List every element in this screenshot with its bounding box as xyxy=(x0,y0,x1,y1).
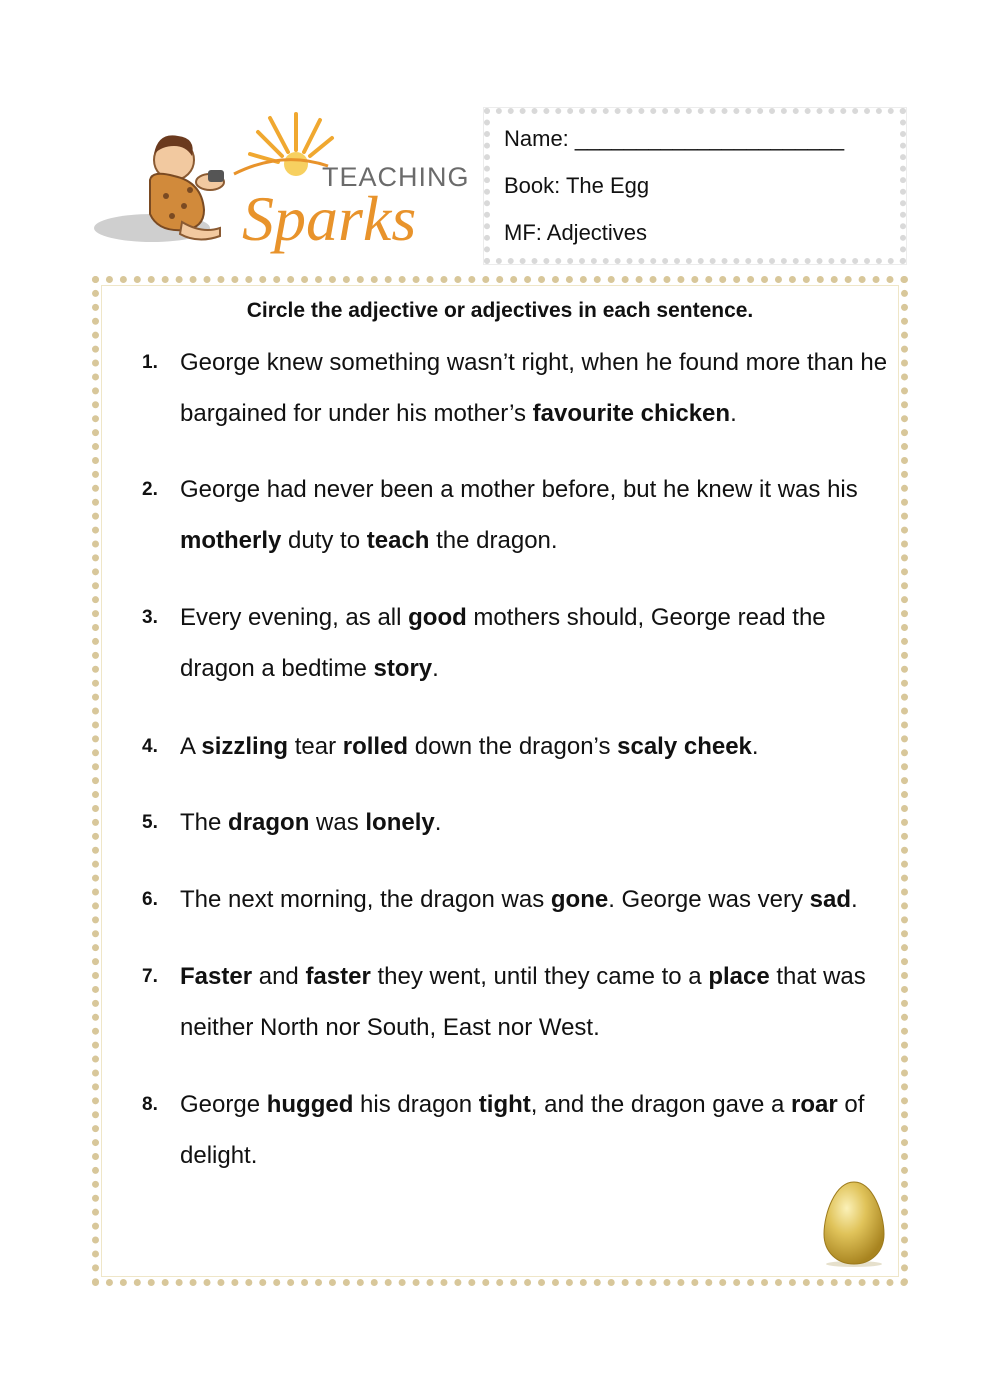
text-run: . xyxy=(730,400,737,427)
adjective-bold[interactable]: place xyxy=(708,963,770,990)
adjective-bold[interactable]: lonely xyxy=(365,809,435,836)
adjective-bold[interactable]: good xyxy=(408,604,467,631)
question-text xyxy=(180,464,902,566)
adjective-bold[interactable]: motherly xyxy=(180,527,282,554)
text-run: A xyxy=(180,733,202,760)
student-info-box xyxy=(484,108,906,264)
logo-swoosh xyxy=(234,160,328,174)
question-number: 4. xyxy=(142,736,158,757)
adjective-bold[interactable]: teach xyxy=(366,527,430,554)
adjective-bold[interactable]: gone xyxy=(550,886,609,913)
question-text xyxy=(180,874,902,925)
adjective-bold[interactable]: scaly cheek xyxy=(617,733,752,760)
text-run: The next morning, the dragon was xyxy=(180,886,551,913)
text-run: . xyxy=(434,809,442,836)
name-field[interactable]: Name: ______________________ xyxy=(504,126,845,151)
question-number: 6. xyxy=(142,889,158,910)
adjective-bold[interactable]: sizzling xyxy=(201,733,289,760)
mf-label: MF: Adjectives xyxy=(504,220,648,245)
question-4 xyxy=(142,721,902,772)
text-run: , and the dragon gave a xyxy=(530,1091,791,1118)
question-text xyxy=(180,951,902,1053)
adjective-bold[interactable]: hugged xyxy=(266,1091,354,1118)
question-number: 7. xyxy=(142,966,158,987)
caveman-icon xyxy=(150,135,224,239)
sparks-sun-icon xyxy=(284,152,308,176)
question-number: 2. xyxy=(142,479,158,500)
question-text xyxy=(180,797,902,848)
question-7 xyxy=(142,951,902,1053)
text-run: . George was very xyxy=(608,886,810,913)
question-text xyxy=(180,721,902,772)
question-2 xyxy=(142,464,902,566)
teaching-sparks-logo xyxy=(92,110,467,260)
worksheet-box xyxy=(92,276,908,1286)
text-run: George knew something wasn’t right, when he found more than he bargained for under his mother’s xyxy=(180,349,894,427)
question-6 xyxy=(142,874,902,925)
adjective-bold[interactable]: story xyxy=(373,655,433,682)
text-run: Every evening, as all xyxy=(180,604,409,631)
text-run: The xyxy=(180,809,229,836)
book-label: Book: The Egg xyxy=(504,173,650,198)
text-run: his dragon xyxy=(353,1091,479,1118)
question-number: 5. xyxy=(142,812,158,833)
text-run: George xyxy=(180,1091,267,1118)
text-run: that was neither North nor South, East nor West. xyxy=(180,963,873,1041)
text-run: George had never been a mother before, but he knew it was his xyxy=(180,476,865,503)
adjective-bold[interactable]: dragon xyxy=(228,809,310,836)
text-run: mothers should, George read the dragon a bedtime xyxy=(180,604,833,682)
golden-egg-icon xyxy=(821,1180,887,1268)
question-number: 8. xyxy=(142,1094,158,1115)
text-run: tear xyxy=(288,733,343,760)
logo-word-teaching: TEACHING xyxy=(322,162,467,192)
adjective-bold[interactable]: favourite chicken xyxy=(532,400,731,427)
question-text xyxy=(180,337,902,439)
question-5 xyxy=(142,797,902,848)
adjective-bold[interactable]: sad xyxy=(809,886,851,913)
logo-word-sparks: Sparks xyxy=(242,183,417,254)
question-8 xyxy=(142,1079,902,1181)
question-text xyxy=(180,592,902,694)
adjective-bold[interactable]: rolled xyxy=(342,733,409,760)
question-text xyxy=(180,1079,902,1181)
text-run: down the dragon’s xyxy=(408,733,618,760)
adjective-bold[interactable]: Faster xyxy=(180,963,253,990)
text-run: the dragon. xyxy=(429,527,558,554)
text-run: . xyxy=(432,655,439,682)
text-run: duty to xyxy=(281,527,367,554)
question-1 xyxy=(142,337,902,439)
text-run: was xyxy=(309,809,366,836)
question-number: 1. xyxy=(142,352,158,373)
question-3 xyxy=(142,592,902,694)
adjective-bold[interactable]: roar xyxy=(790,1091,838,1118)
text-run: of delight. xyxy=(180,1091,872,1169)
adjective-bold[interactable]: tight xyxy=(478,1091,531,1118)
instruction-heading: Circle the adjective or adjectives in each sentence. xyxy=(246,299,754,322)
text-run: and xyxy=(252,963,306,990)
adjective-bold[interactable]: faster xyxy=(305,963,371,990)
question-number: 3. xyxy=(142,607,158,628)
text-run: . xyxy=(751,733,759,760)
text-run: . xyxy=(850,886,858,913)
text-run: they went, until they came to a xyxy=(370,963,709,990)
